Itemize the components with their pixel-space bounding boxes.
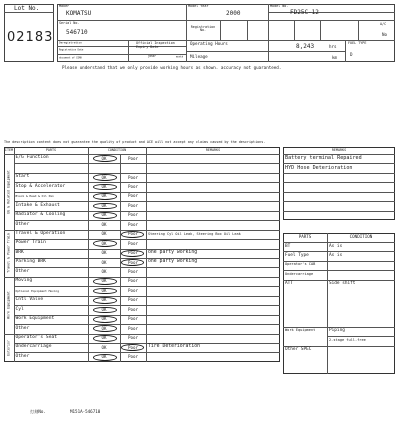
condition-ok[interactable]: OK [101,344,107,350]
remarks-row-line [283,182,395,183]
document-label: document of CEMA [59,56,82,60]
condition-poor[interactable]: Poor [127,269,139,274]
condition-poor[interactable]: Poor [127,344,139,350]
inspection-table [4,147,280,392]
column-header-condition: CONDITION [107,147,127,152]
condition-poor[interactable]: Poor [127,325,139,331]
part-name: Intake & Exhaust [15,202,60,208]
fuel-type-label: FUEL TYPE [348,41,367,45]
row-line [14,258,280,259]
condition-ok[interactable]: OK [101,174,107,180]
condition-ok[interactable]: OK [101,221,107,227]
row-line [14,343,280,344]
condition-ok[interactable]: OK [101,259,107,265]
ok-selected-circle [93,174,117,181]
column-header-remarks: REMARKS [205,147,221,152]
registration-date-label: Registration Date [59,48,84,52]
row-line [14,163,280,164]
general-remarks-box [283,147,395,227]
condition-poor[interactable]: Poor [127,193,139,199]
parts-condition: 2-stage full-free [329,337,366,342]
part-name: Moving [15,278,33,284]
part-name: Undercarriage [15,344,52,350]
condition-ok[interactable]: OK [101,297,107,303]
condition-ok[interactable]: OK [101,212,107,218]
condition-poor[interactable]: Poor [127,297,139,303]
row-line [14,220,280,221]
model-year-label: Model Year [188,4,209,8]
condition-poor[interactable]: Poor [127,278,139,284]
row-line [14,249,280,250]
condition-header: CONDITION [349,234,373,240]
condition-ok[interactable]: OK [101,183,107,189]
column-header-item: ITEM [4,147,14,152]
serial-label: Serial No. [59,21,80,25]
model-year-value: 2000 [226,10,241,17]
poor-selected-circle [121,231,144,238]
operating-hours-value: 8,243 [296,43,315,50]
parts-name: Work Equipment [285,328,316,333]
condition-ok[interactable]: OK [101,250,107,256]
operating-hours-label: Operating Hours [190,41,228,46]
parts-col-line [327,233,328,374]
condition-poor[interactable]: Poor [127,316,139,322]
parts-condition: As is [329,243,343,249]
condition-poor[interactable]: Poor [127,287,139,293]
month-label: month [176,55,184,59]
part-name: Other [15,268,30,274]
condition-ok[interactable]: OK [101,269,107,274]
part-name: BRK [15,249,24,255]
condition-poor[interactable]: Poor [127,155,139,161]
ok-selected-circle [93,316,117,323]
condition-poor[interactable]: Poor [127,231,139,237]
maker-label: Maker [59,4,70,8]
remark-text: Tire Deterioration [148,344,200,350]
ac-label: A/C [380,22,387,26]
parts-name: BT [285,243,291,249]
remarks-line: Battery terminal Repaired [285,155,362,162]
condition-ok[interactable]: OK [101,316,107,322]
part-name: Cyl [15,306,24,312]
parts-condition: Side shift [329,281,356,287]
remarks-row-line [283,201,395,202]
lot-no-label: Lot No. [14,4,40,12]
part-name: Other [15,353,30,359]
part-name: Travel & Operation [15,231,66,237]
deregistration-label: Deregistration [59,41,82,45]
section-label: EG & Related Equipment [6,169,11,214]
disclaimer-text: The description content does not guarantee the quality of product and ACE will not accept any claims caused by the descriptions. [4,140,266,144]
fuel-type-value: D [350,52,353,57]
parts-condition: Piping [329,328,345,334]
condition-poor[interactable]: Poor [127,212,139,218]
remark-text: Steering Cyl Oil Leak, Steering Box Oil Leak [148,231,241,236]
row-line [14,192,280,193]
footer-stamp-value: M151A-546710 [70,409,101,414]
ok-selected-circle [93,335,117,342]
parts-condition: As is [329,252,343,258]
mileage-unit: km [332,55,338,60]
remarks-row-line [283,173,395,174]
part-name: Radiator & Cooling [15,212,66,218]
condition-poor[interactable]: Poor [127,183,139,189]
condition-ok[interactable]: OK [101,287,107,293]
condition-poor[interactable]: Poor [127,240,139,246]
row-line [14,267,280,268]
remark-text: one party working [148,249,198,255]
part-name: Work Equipment [15,316,55,322]
ok-selected-circle [93,354,117,361]
notice-text: Please understand that we only provide working hours as shown. accuracy not guaranteed. [62,65,282,70]
part-name: Other [15,325,30,331]
parts-name: ATT [285,281,293,287]
model-no-label: Model No. [270,4,289,8]
condition-ok[interactable]: OK [101,354,107,360]
parts-name: Operator's CAB [285,262,316,267]
model-no-value: FD25C-12 [290,9,319,16]
part-name: Operator's Seat [15,334,57,340]
remarks-row-line [283,211,395,212]
condition-ok[interactable]: OK [101,240,107,246]
col-line [146,147,147,362]
ok-selected-circle [93,212,117,219]
official-inspection-label: Official Inspection Expiry Date [136,41,175,49]
part-name: Block & Head & Oil Pan [15,194,54,199]
parts-name: Other SPEC [285,347,312,353]
hours-unit: hrs [329,44,337,49]
condition-ok[interactable]: OK [101,231,107,237]
row-line [14,173,280,174]
part-name: Power Train [15,240,46,246]
condition-poor[interactable]: Poor [127,335,139,341]
section-label: Work Equipment [6,291,11,320]
condition-ok[interactable]: OK [101,202,107,208]
section-label: Exterior [6,339,11,356]
condition-poor[interactable]: Poor [127,259,139,265]
condition-poor[interactable]: Poor [127,354,139,360]
remark-text: one party working [148,259,198,265]
maker-value: KOMATSU [66,10,92,17]
part-name: Optional Equipment Moving [15,288,60,293]
row-line [14,324,280,325]
footer-stamp-label: 打刻No. [30,409,46,414]
parts-header: PARTS [298,234,312,240]
parts-name: Undercarriage [285,271,314,276]
part-name: Parking BRK [15,259,46,265]
poor-selected-circle [121,250,144,257]
part-name: E/G Function [15,155,49,161]
condition-ok[interactable]: OK [101,335,107,341]
condition-poor[interactable]: Poor [127,202,139,208]
remarks-line: HYD Hose Deterioration [285,164,353,171]
condition-ok[interactable]: OK [101,155,107,161]
remarks-title: REMARKS [331,147,347,152]
ok-selected-circle [93,193,117,200]
ok-selected-circle [93,278,117,285]
condition-poor[interactable]: Poor [127,306,139,312]
parts-header-line [283,242,395,243]
column-header-parts: PARTS [45,147,57,152]
row-line [14,239,280,240]
ok-selected-circle [93,297,117,304]
condition-ok[interactable]: OK [101,306,107,312]
mileage-label: Mileage [190,54,208,59]
row-line [14,352,280,353]
serial-value: 546710 [66,29,88,36]
part-name: Other [15,221,30,227]
condition-ok[interactable]: OK [101,278,107,284]
lot-no-value: 02183 [7,30,54,45]
part-name: Cntl Valve [15,297,44,303]
parts-name: Fuel Type [285,252,309,258]
condition-ok[interactable]: OK [101,325,107,331]
row-line [14,305,280,306]
condition-poor[interactable]: Poor [127,250,139,256]
section-label: Travel & Power Train [6,233,11,274]
condition-poor[interactable]: Poor [127,221,139,227]
parts-condition-table [283,233,395,392]
row-line [14,296,280,297]
condition-ok[interactable]: OK [101,193,107,199]
part-name: Stop & Accelerator [15,183,66,189]
remarks-row-line [283,192,395,193]
ac-value: No [382,32,388,37]
condition-poor[interactable]: Poor [127,174,139,180]
registration-label: Registration No. [190,25,216,33]
part-name: Start [15,174,30,180]
year-label: year [148,54,157,58]
